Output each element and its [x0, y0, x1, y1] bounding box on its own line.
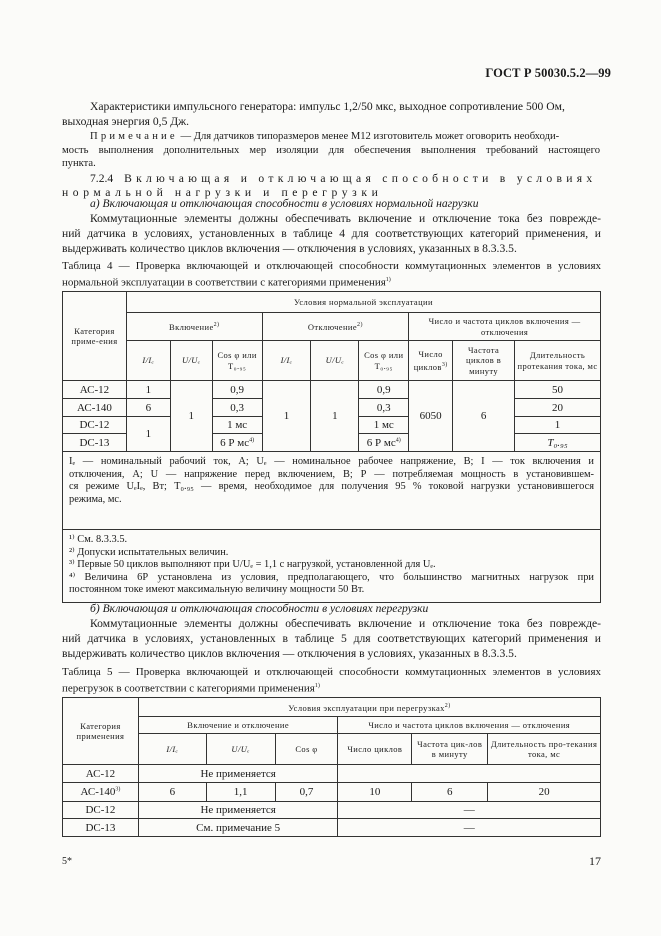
- t5-see-note: См. примечание 5: [138, 819, 338, 837]
- t5-not-applicable: Не применяется: [138, 765, 338, 783]
- note-line1: — Для датчиков типоразмеров менее М12 изготовитель может оговорить необходи-: [177, 131, 560, 142]
- t4-fn1: ¹⁾ См. 8.3.3.5.: [69, 534, 128, 545]
- t4-h-dur: Длительность протекания тока, мс: [515, 341, 601, 381]
- footer-mark: 5*: [62, 856, 72, 867]
- section-title-1: Включающая и отключающая способности в условиях: [124, 172, 597, 185]
- t4-h-num: Число циклов$^{3)}$: [409, 341, 453, 381]
- t5-header-onoff: Включение и отключение: [138, 717, 338, 734]
- page-number: 17: [589, 854, 601, 868]
- subsection-b-line2: ний датчика в условиях, установленных в таблице 5 для соответствующих категорий применения и: [62, 632, 601, 645]
- t5-ii: 6: [138, 783, 206, 802]
- t4-cat: DC-12: [63, 417, 127, 434]
- t5-header-category: Категория применения: [63, 698, 139, 765]
- t5-cat: DC-13: [63, 819, 139, 837]
- t5-dash: —: [338, 819, 601, 837]
- subsection-b-line3: выдерживать количество циклов включения — отключения в условиях, указанных в 8.3.3.5.: [62, 647, 517, 660]
- document-code: ГОСТ Р 50030.5.2—99: [485, 66, 611, 80]
- t5-h-uu: U/Uₑ: [206, 734, 275, 765]
- table-row: [63, 765, 601, 783]
- t5-h-cos: Cos φ: [275, 734, 338, 765]
- t4-h-uu: U/Uₑ: [170, 341, 212, 381]
- t4-freq: 6: [453, 381, 515, 452]
- table5-caption-line1: Таблица 5 — Проверка включающей и отключающей способности коммутационных элементов в условиях: [62, 666, 601, 678]
- t4-dur: T₀.₉₅: [515, 434, 601, 452]
- t4-on-cos: 0,9: [212, 381, 262, 399]
- t4-fn4-line2: постоянном токе имеют максимальную величину мощности 50 Вт.: [69, 584, 365, 595]
- t4-ii-off: 1: [262, 381, 311, 452]
- t5-dur: 20: [488, 783, 601, 802]
- subsection-a-line2: ний датчика в условиях, установленных в таблице 4 для соответствующих категорий применения, и: [62, 227, 601, 240]
- subsection-a-title: а) Включающая и отключающая способности в условиях нормальной нагрузки: [90, 197, 479, 210]
- note-line2: мость выполнения дополнительных мер изоляции для обеспечения выполнения требований настоящего: [62, 145, 600, 156]
- t4-ii: 1: [126, 417, 170, 452]
- t4-off-cos: 0,3: [359, 399, 409, 417]
- t4-legend-line1: Iₑ — номинальный рабочий ток, А; Uₑ — номинальное рабочее напряжение, В; I — ток включения и: [69, 456, 594, 467]
- table-row: [63, 802, 601, 819]
- t4-h-cos: Cos φ или T₀.₉₅: [212, 341, 262, 381]
- paragraph-generator-line2: выходная энергия 0,5 Дж.: [62, 115, 190, 128]
- t4-fn3: ³⁾ Первые 50 циклов выполняют при U/Uₑ = 1,1 с нагрузкой, установленной для Uₑ.: [69, 559, 436, 570]
- table-4: [62, 291, 601, 603]
- t5-header-cycles: Число и частота циклов включения — отключения: [338, 717, 601, 734]
- t4-ii: 6: [126, 399, 170, 417]
- t4-on-cos: 6 Р $мс^{4)}$: [212, 434, 262, 452]
- t4-on-cos: 1 мс: [212, 417, 262, 434]
- t5-h-num: Число циклов: [338, 734, 412, 765]
- t5-h-ii: I/Iₑ: [138, 734, 206, 765]
- note-line3: пункта.: [62, 158, 96, 169]
- t4-off-cos: 0,9: [359, 381, 409, 399]
- table4-caption-line1: Таблица 4 — Проверка включающей и отключающей способности коммутационных элементов в условиях: [62, 260, 601, 272]
- t5-cos: 0,7: [275, 783, 338, 802]
- subsection-b-title: б) Включающая и отключающая способности в условиях перегрузки: [90, 602, 429, 615]
- table4-caption-line2: [62, 274, 391, 290]
- t4-cycles: 6050: [409, 381, 453, 452]
- t4-dur: 1: [515, 417, 601, 434]
- t4-ii: 1: [126, 381, 170, 399]
- t4-off-cos: 6 Р $мс^{4)}$: [359, 434, 409, 452]
- t4-fn2: ²⁾ Допуски испытательных величин.: [69, 546, 229, 558]
- t5-not-applicable: Не применяется: [138, 802, 338, 819]
- t4-header-conditions: Условия нормальной эксплуатации: [126, 292, 600, 313]
- t4-fn4-line1: ⁴⁾ Величина 6Р установлена из условия, предполагающего, что большинство магнитных нагрузок при: [69, 571, 594, 583]
- table4-caption-text: нормальной эксплуатации в соответствии с категориями применения: [62, 276, 386, 289]
- table4-caption-sup: 1): [385, 277, 391, 283]
- t5-uu: 1,1: [206, 783, 275, 802]
- t4-h-ii: I/Iₑ: [126, 341, 170, 381]
- t4-h-uu2: U/Uₑ: [311, 341, 359, 381]
- table-row: [63, 783, 601, 802]
- t4-header-on: Включение$^{2)}$: [126, 313, 262, 341]
- subsection-a-line3: выдерживать количество циклов включения — отключения в условиях, указанных в 8.3.3.5.: [62, 242, 517, 255]
- t4-legend: [63, 452, 601, 530]
- t5-freq: 6: [412, 783, 488, 802]
- t5-header-conditions: Условия эксплуатации при перегрузках$^{2)}$: [138, 698, 600, 717]
- table-5: [62, 697, 601, 837]
- t4-footnotes-row: [63, 530, 601, 603]
- t5-h-dur: Длительность про-текания тока, мс: [488, 734, 601, 765]
- t4-legend-line2: отключения, А; U — напряжение перед включением, В; Р — потребляемая мощность в установившем-: [69, 468, 594, 480]
- t4-cat: АС-140: [63, 399, 127, 417]
- t5-dash: —: [338, 802, 601, 819]
- subsection-a-line1: Коммутационные элементы должны обеспечивать включение и отключение тока без поврежде-: [90, 212, 601, 225]
- paragraph-generator-line1: Характеристики импульсного генератора: импульс 1,2/50 мкс, выходное сопротивление 500 Ом,: [90, 100, 565, 113]
- note-label: Примечание: [90, 131, 178, 142]
- t4-cat: DC-13: [63, 434, 127, 452]
- table5-caption-line2: [62, 680, 320, 696]
- table-row: [63, 381, 601, 399]
- t5-cat: DC-12: [63, 802, 139, 819]
- t4-header-off: Отключение$^{2)}$: [262, 313, 409, 341]
- t5-cat: АС-12: [63, 765, 139, 783]
- t5-empty: [338, 765, 601, 783]
- t4-dur: 20: [515, 399, 601, 417]
- t4-legend-line3: ся режиме UₑIₑ, Вт; T₀.₉₅ — время, необходимое для получения 95 % токовой нагрузки установившегося: [69, 481, 594, 492]
- table5-caption-text: перегрузок в соответствии с категориями применения: [62, 682, 315, 695]
- section-title-2: нормальной нагрузки и перегрузки: [62, 186, 383, 199]
- t4-cat: АС-12: [63, 381, 127, 399]
- table-row: [63, 819, 601, 837]
- t5-num: 10: [338, 783, 412, 802]
- t4-legend-line4: режима, мс.: [69, 493, 122, 505]
- section-number: 7.2.4: [90, 172, 114, 185]
- t4-header-cycles: Число и частота циклов включения — отключения: [409, 313, 601, 341]
- t4-header-category: Категория приме-ения: [63, 292, 127, 381]
- t4-on-cos: 0,3: [212, 399, 262, 417]
- t5-cat: АС-140$^{3)}$: [63, 783, 139, 802]
- subsection-b-line1: Коммутационные элементы должны обеспечивать включение и отключение тока без поврежде-: [90, 617, 601, 630]
- t4-h-cos2: Cos φ или T₀.₉₅: [359, 341, 409, 381]
- t4-uu-on: 1: [170, 381, 212, 452]
- t4-h-ii2: I/Iₑ: [262, 341, 311, 381]
- t4-off-cos: 1 мс: [359, 417, 409, 434]
- t5-h-freq: Частота цик-лов в минуту: [412, 734, 488, 765]
- t4-dur: 50: [515, 381, 601, 399]
- t4-h-freq: Частота циклов в минуту: [453, 341, 515, 381]
- table5-caption-sup: 1): [314, 683, 320, 689]
- t4-uu-off: 1: [311, 381, 359, 452]
- t4-footnotes: [63, 530, 601, 603]
- t4-legend-row: [63, 452, 601, 530]
